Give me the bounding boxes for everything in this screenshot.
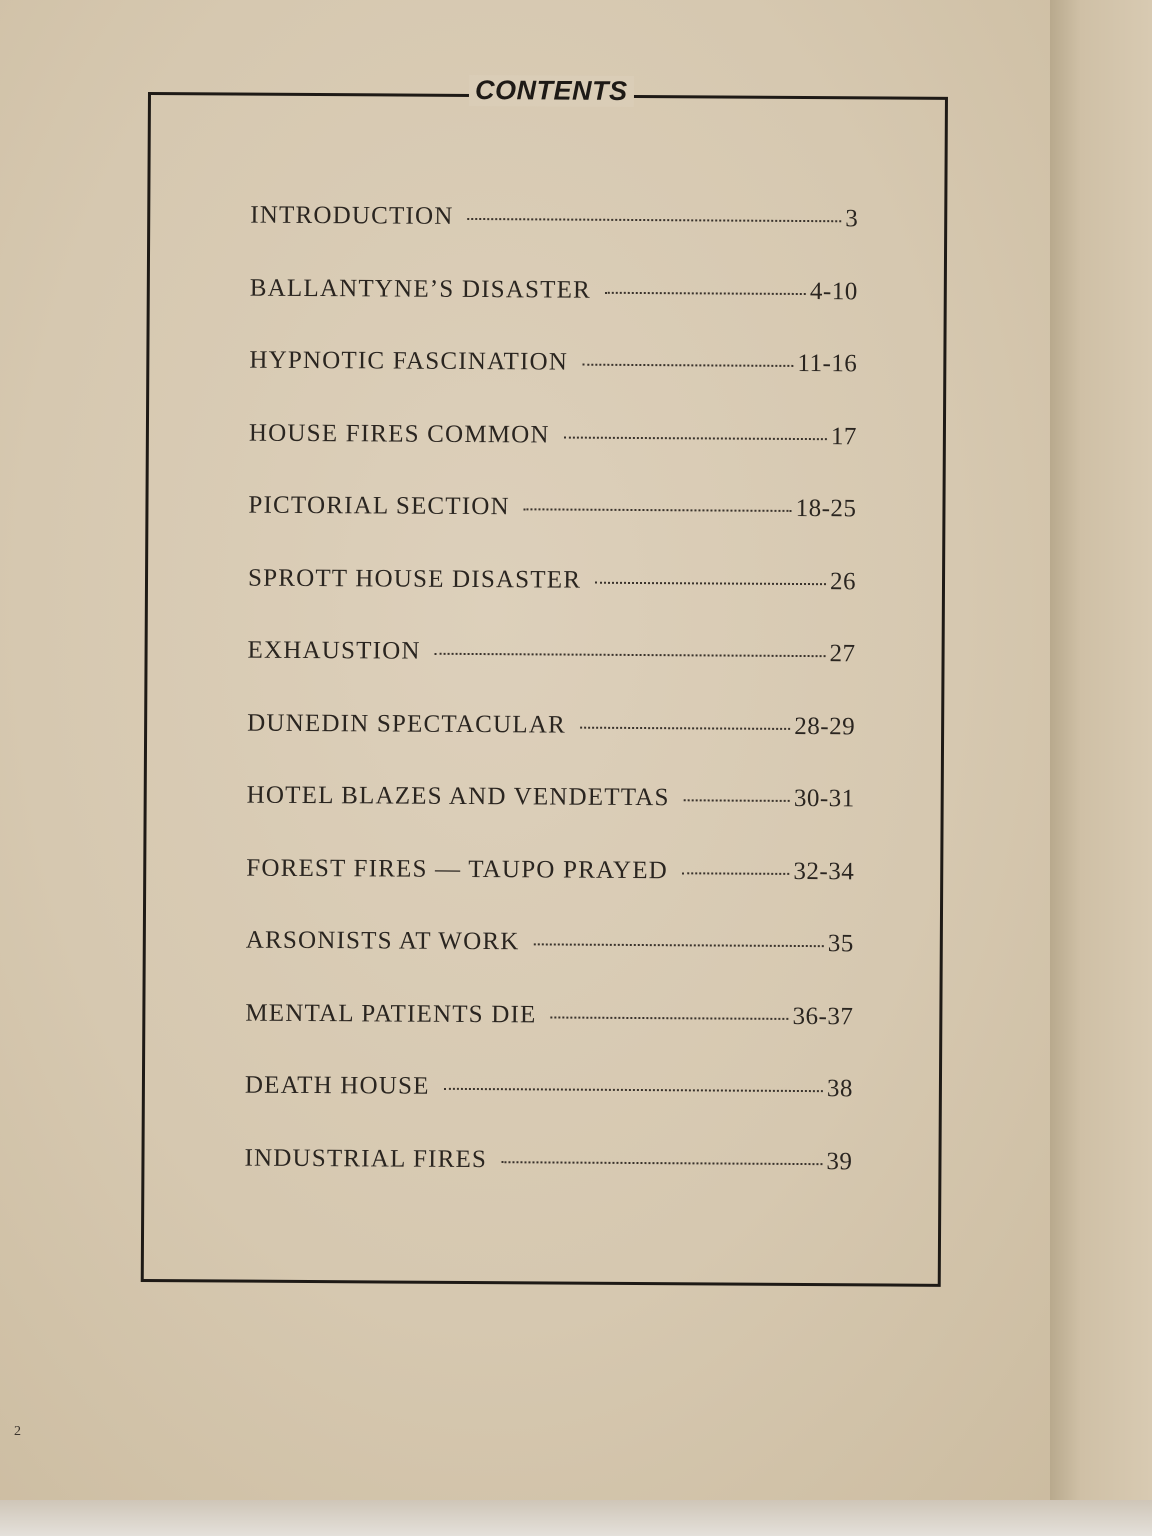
toc-entry-page: 27 — [829, 640, 856, 668]
toc-entry-page: 26 — [829, 567, 857, 595]
toc-entry-page: 28-29 — [794, 712, 856, 740]
toc-entry-page: 4-10 — [809, 277, 858, 305]
toc-entry-title: HOUSE FIRES COMMON — [248, 419, 550, 448]
dot-leader — [435, 652, 826, 657]
dot-leader — [501, 1160, 822, 1165]
toc-entry-page: 35 — [827, 930, 854, 958]
toc-entry — [249, 347, 857, 423]
contents-frame — [141, 74, 948, 1287]
toc-entry — [248, 492, 856, 568]
toc-entry-title: INDUSTRIAL FIRES — [244, 1144, 488, 1173]
toc-entry-title: ARSONISTS AT WORK — [245, 926, 520, 956]
toc-entry-page: 30-31 — [793, 784, 855, 813]
toc-entry — [249, 419, 857, 495]
contents-heading: CONTENTS — [469, 75, 634, 107]
toc-entry — [245, 999, 853, 1075]
dot-leader — [524, 507, 792, 512]
dot-leader — [684, 798, 790, 802]
toc-entry-title: MENTAL PATIENTS DIE — [245, 999, 537, 1028]
toc-entry-title: SPROTT HOUSE DISASTER — [247, 564, 582, 594]
toc-entry-page: 3 — [845, 205, 859, 233]
toc-entry-title: BALLANTYNE’S DISASTER — [249, 274, 592, 304]
toc-entry-title: INTRODUCTION — [250, 201, 454, 230]
toc-list — [244, 202, 858, 1221]
toc-entry-title: HYPNOTIC FASCINATION — [249, 346, 569, 376]
dot-leader — [605, 290, 806, 294]
toc-entry-title: PICTORIAL SECTION — [248, 491, 510, 521]
dot-leader — [468, 217, 842, 222]
toc-entry — [246, 854, 854, 930]
toc-entry — [248, 564, 856, 640]
toc-entry — [244, 1144, 852, 1220]
dot-leader — [444, 1087, 823, 1092]
toc-entry — [246, 782, 854, 858]
toc-entry-title: FOREST FIRES — TAUPO PRAYED — [246, 854, 669, 884]
toc-entry-page: 38 — [826, 1075, 854, 1103]
corner-mark: 2 — [14, 1424, 21, 1439]
dot-leader — [582, 363, 793, 367]
toc-entry — [250, 202, 858, 278]
toc-entry — [245, 927, 853, 1003]
dot-leader — [533, 942, 823, 947]
dot-leader — [580, 725, 790, 729]
toc-entry-title: HOTEL BLAZES AND VENDETTAS — [246, 781, 670, 812]
bottom-shadow — [0, 1500, 1152, 1536]
toc-entry-page: 36-37 — [792, 1002, 854, 1030]
toc-entry — [247, 709, 855, 785]
toc-entry-title: DEATH HOUSE — [244, 1071, 430, 1100]
toc-entry — [247, 637, 855, 713]
toc-entry-page: 17 — [830, 422, 857, 450]
toc-entry-page: 11-16 — [797, 349, 858, 378]
toc-entry-title: EXHAUSTION — [247, 636, 421, 665]
dot-leader — [564, 435, 827, 440]
facing-page-edge — [1050, 0, 1152, 1500]
toc-entry-page: 32-34 — [793, 857, 855, 885]
dot-leader — [551, 1015, 789, 1019]
dot-leader — [595, 580, 826, 584]
toc-entry-page: 18-25 — [795, 494, 857, 523]
toc-entry — [249, 274, 857, 350]
toc-entry-page: 39 — [826, 1147, 853, 1175]
toc-entry — [245, 1072, 853, 1148]
toc-entry-title: DUNEDIN SPECTACULAR — [247, 709, 566, 739]
dot-leader — [682, 871, 789, 875]
